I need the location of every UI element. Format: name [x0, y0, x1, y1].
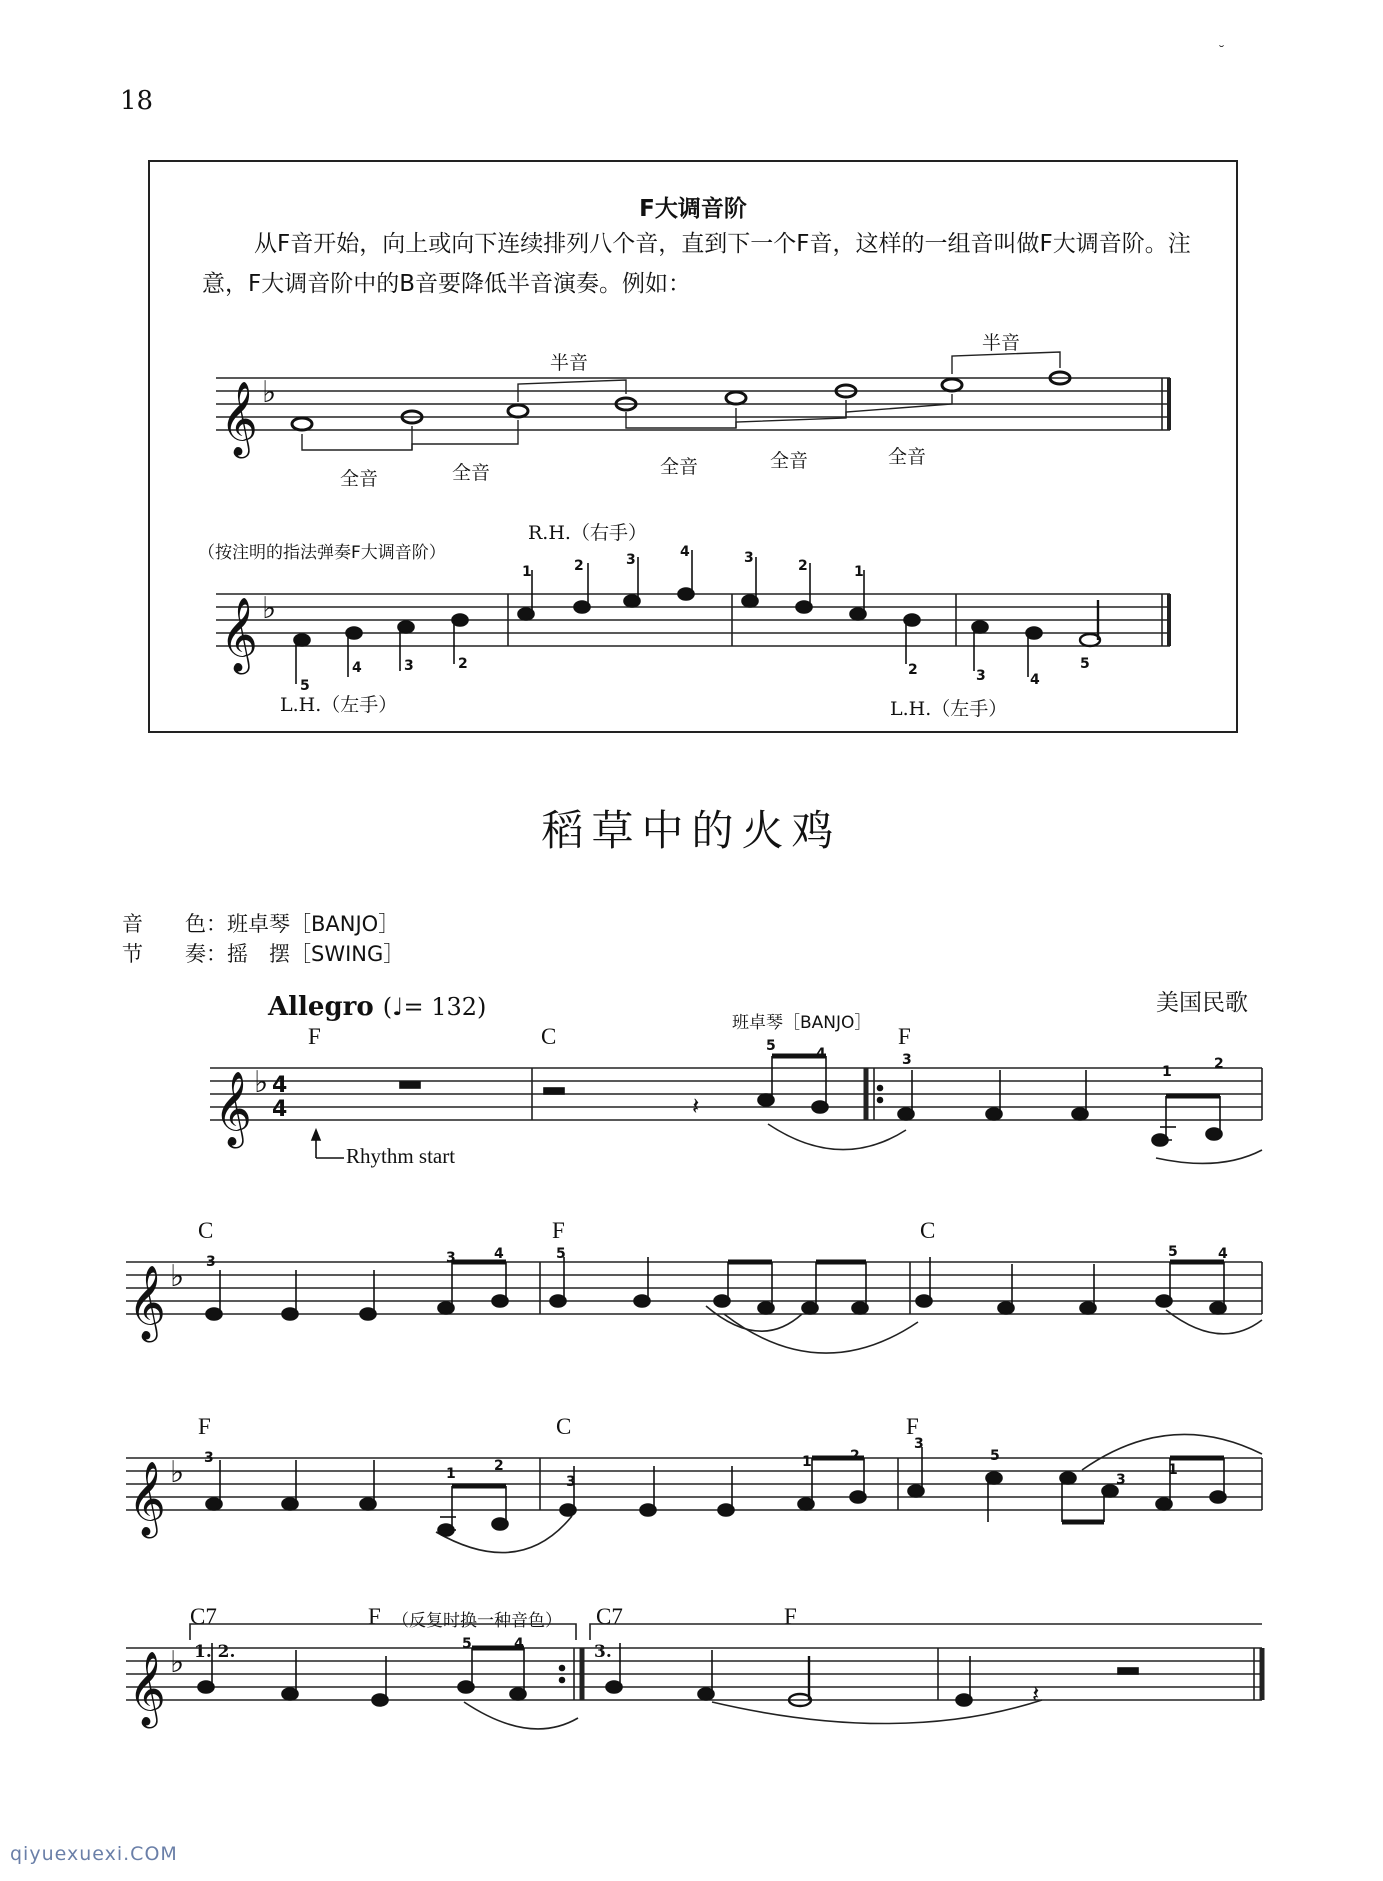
- svg-text:4: 4: [514, 1636, 524, 1652]
- svg-text:5: 5: [766, 1038, 776, 1054]
- svg-text:2: 2: [908, 662, 918, 678]
- svg-text:3: 3: [902, 1052, 912, 1068]
- label-half-step-2: 半音: [982, 332, 1021, 354]
- svg-text:3: 3: [626, 552, 636, 568]
- box-title: F大调音阶: [639, 196, 747, 222]
- label-whole-step-5: 全音: [888, 446, 927, 468]
- svg-text:♭: ♭: [254, 1065, 269, 1100]
- svg-text:3: 3: [404, 658, 414, 674]
- song-staff-1: [210, 1068, 1262, 1120]
- svg-text:4: 4: [1030, 672, 1040, 688]
- chord-r2-1: C: [198, 1218, 214, 1243]
- chord-r1-3: F: [898, 1024, 911, 1049]
- rhythm-start-arrow-icon: [312, 1130, 344, 1158]
- svg-text:5: 5: [300, 678, 310, 694]
- treble-clef-icon: 𝄞: [220, 598, 258, 672]
- svg-text:4: 4: [816, 1046, 826, 1062]
- svg-text:3: 3: [206, 1254, 216, 1270]
- rhythm-label: 节 奏：摇 摆［SWING］: [122, 942, 405, 966]
- svg-text:♭: ♭: [262, 591, 277, 626]
- svg-text:♭: ♭: [170, 1455, 185, 1490]
- label-whole-step-2: 全音: [452, 462, 491, 484]
- svg-text:2: 2: [494, 1458, 504, 1474]
- label-whole-step-3: 全音: [660, 456, 699, 478]
- chord-r3-2: C: [556, 1414, 572, 1439]
- svg-text:1: 1: [854, 564, 864, 580]
- svg-text:1: 1: [802, 1454, 812, 1470]
- chord-r4-1: C7: [190, 1604, 217, 1629]
- svg-text:1: 1: [522, 564, 532, 580]
- treble-clef-icon: 𝄞: [214, 1072, 252, 1146]
- rhythm-start-label: Rhythm start: [346, 1144, 456, 1168]
- svg-text:4: 4: [272, 1073, 288, 1098]
- watermark: qiyuexuexi.COM: [10, 1843, 178, 1865]
- svg-text:3: 3: [914, 1436, 924, 1452]
- treble-clef-icon: 𝄞: [128, 1652, 166, 1726]
- corner-mark: ˘: [1218, 44, 1225, 60]
- svg-text:♭: ♭: [170, 1259, 185, 1294]
- svg-text:4: 4: [1218, 1246, 1228, 1262]
- svg-text:4: 4: [272, 1097, 288, 1122]
- left-hand-label-1: L.H.（左手）: [280, 694, 398, 716]
- treble-clef-icon: 𝄞: [128, 1266, 166, 1340]
- tempo-value: = 132): [403, 993, 487, 1021]
- treble-clef-icon: 𝄞: [220, 382, 258, 456]
- svg-text:♭: ♭: [170, 1645, 185, 1680]
- composer: 美国民歌: [1156, 990, 1248, 1016]
- chord-r1-2: C: [541, 1024, 557, 1049]
- song-title: 稻草中的火鸡: [541, 806, 842, 855]
- chord-r2-2: F: [552, 1218, 565, 1243]
- repeat-note: （反复时换一种音色）: [392, 1611, 562, 1631]
- label-whole-step-4: 全音: [770, 450, 809, 472]
- svg-text:5: 5: [556, 1246, 566, 1262]
- tempo-word: Allegro: [268, 992, 374, 1022]
- svg-text:5: 5: [1080, 656, 1090, 672]
- banjo-label: 班卓琴［BANJO］: [732, 1013, 872, 1033]
- ending-1: 1. 2.: [194, 1642, 236, 1662]
- svg-text:2: 2: [1214, 1056, 1224, 1072]
- svg-text:3: 3: [446, 1250, 456, 1266]
- chord-r4-2: F: [368, 1604, 381, 1629]
- ending-2: 3.: [594, 1642, 612, 1662]
- svg-text:3: 3: [1116, 1472, 1126, 1488]
- svg-text:4: 4: [680, 544, 690, 560]
- quarter-note-icon: ♩: [392, 993, 404, 1021]
- fingering-note: （按注明的指法弹奏F大调音阶）: [198, 543, 446, 563]
- svg-text:3: 3: [744, 550, 754, 566]
- left-hand-label-2: L.H.（左手）: [890, 698, 1008, 720]
- label-half-step-1: 半音: [550, 352, 589, 374]
- svg-text:♭: ♭: [262, 375, 277, 410]
- svg-text:3: 3: [566, 1474, 576, 1490]
- chord-r1-1: F: [308, 1024, 321, 1049]
- svg-text:2: 2: [574, 558, 584, 574]
- tempo-marking: Allegro (♩= 132): [268, 992, 487, 1022]
- right-hand-label: R.H.（右手）: [528, 522, 647, 544]
- svg-text:5: 5: [990, 1448, 1000, 1464]
- box-staff-1: [216, 378, 1170, 430]
- svg-text:4: 4: [352, 660, 362, 676]
- svg-text:3: 3: [976, 668, 986, 684]
- svg-text:𝄽: 𝄽: [692, 1092, 700, 1120]
- svg-text:4: 4: [494, 1246, 504, 1262]
- svg-text:2: 2: [798, 558, 808, 574]
- voice-label: 音 色：班卓琴［BANJO］: [122, 912, 400, 936]
- box-paragraph: 从F音开始，向上或向下连续排列八个音，直到下一个F音，这样的一组音叫做F大调音阶。注意，F大调音阶中的B音要降低半音演奏。例如：: [202, 231, 1191, 297]
- chord-r4-3: C7: [596, 1604, 623, 1629]
- svg-text:5: 5: [462, 1636, 472, 1652]
- svg-text:5: 5: [1168, 1244, 1178, 1260]
- svg-text:2: 2: [458, 656, 468, 672]
- svg-text:3: 3: [204, 1450, 214, 1466]
- svg-text:1: 1: [1162, 1064, 1172, 1080]
- chord-r3-3: F: [906, 1414, 919, 1439]
- chord-r4-4: F: [784, 1604, 797, 1629]
- svg-text:1: 1: [1168, 1462, 1178, 1478]
- svg-text:1: 1: [446, 1466, 456, 1482]
- page-number: 18: [120, 86, 154, 116]
- svg-text:2: 2: [850, 1448, 860, 1464]
- chord-r3-1: F: [198, 1414, 211, 1439]
- chord-r2-3: C: [920, 1218, 936, 1243]
- svg-text:𝄽: 𝄽: [1032, 1680, 1040, 1708]
- label-whole-step-1: 全音: [340, 468, 379, 490]
- treble-clef-icon: 𝄞: [128, 1462, 166, 1536]
